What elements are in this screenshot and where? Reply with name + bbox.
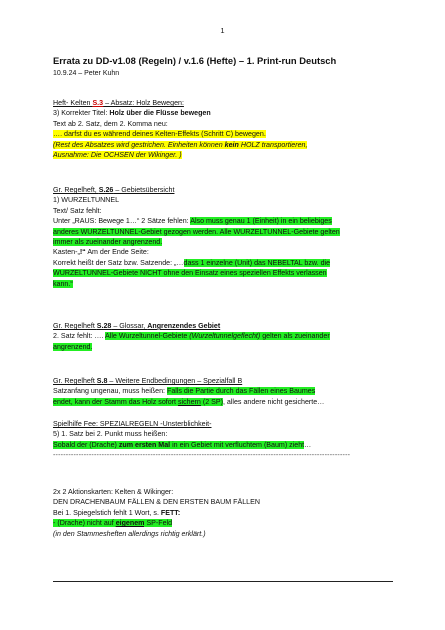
- highlighted-line: …. darfst du es während deines Kelten-Effekts (Schritt C) bewegen.: [53, 130, 266, 139]
- text-line: 5) 1. Satz bei 2. Punkt muss heißen:: [53, 430, 168, 439]
- highlighted-line: Sobald der (Drache) zum ersten Mal in ein Gebiet mit verfluchtem (Baum) zieht…: [53, 440, 312, 449]
- erratum-wurzeltunnel: [53, 185, 388, 289]
- text-line: Text/ Satz fehlt:: [53, 206, 102, 215]
- document-date-author: 10.9.24 – Peter Kuhn: [53, 70, 120, 77]
- highlighted-line: anderes WURZELTUNNEL-Gebiet gezogen werden. Alle WURZELTUNNEL-Gebiete gelten: [53, 227, 340, 236]
- text-line: 1) WURZELTUNNEL: [53, 196, 120, 205]
- section-heading: Heft- Kelten S.3 – Absatz: Holz Bewegen:: [53, 99, 184, 107]
- page-number: 1: [220, 26, 225, 35]
- correction-line: 3) Korrekter Titel: Holz über die Flüsse bewegen: [53, 109, 211, 118]
- document-title: Errata zu DD-v1.08 (Regeln) / v.1.6 (Hefte) – 1. Print-run Deutsch: [53, 55, 337, 66]
- erratum-spielhilfe-fee: [53, 419, 388, 461]
- dashed-separator: --------------------------------------------------------------------------------------------------------------------: [53, 451, 351, 460]
- highlighted-line: WURZELTUNNEL-Gebiete NICHT ohne den Einsatz eines speziellen Effekts verlassen: [53, 269, 327, 278]
- erratum-glossar: [53, 321, 388, 352]
- section-heading: Spielhilfe Fee: SPEZIALREGELN -Unsterblichkeit-: [53, 420, 212, 428]
- text-line: (in den Stammesheften allerdings richtig erklärt.): [53, 529, 206, 538]
- section-heading: Gr. Regelheft S.8 – Weitere Endbedingungen – Spezialfall B: [53, 377, 243, 385]
- highlighted-line: Satzanfang ungenau, muss heißen: Falls die Partie durch das Fällen eines Baumes: [53, 387, 316, 396]
- highlighted-line: kann.“: [53, 279, 73, 288]
- section-heading: Gr. Regelheft S.28 – Glossar, Angrenzendes Gebiet: [53, 322, 221, 330]
- section-heading: 2x 2 Aktionskarten: Kelten & Wikinger:: [53, 488, 174, 496]
- erratum-kelten-holz: [53, 98, 388, 160]
- footer-divider: [53, 581, 393, 582]
- text-line: Bei 1. Spiegelstich fehlt 1 Wort, s. FETT:: [53, 508, 181, 517]
- section-heading: Gr. Regelheft, S.26 – Gebietsübersicht: [53, 186, 175, 194]
- erratum-aktionskarten: [53, 487, 388, 539]
- highlighted-line: (Rest des Absatzes wird gestrichen. Einheiten können kein HOLZ transportieren,: [53, 140, 308, 149]
- text-line: DEN DRACHENBAUM FÄLLEN & DEN ERSTEN BAUM FÄLLEN: [53, 498, 260, 507]
- highlighted-line: Ausnahme: Die OCHSEN der Wikinger. ): [53, 151, 182, 160]
- highlighted-line: endet, kann der Stamm das Holz sofort sichern (2 SP), alles andere nicht gesicherte…: [53, 397, 325, 406]
- highlighted-line: angrenzend.: [53, 342, 93, 351]
- highlighted-line: Korrekt heißt der Satz bzw. Satzende: „…dass 1 einzelne (Unit) das NEBELTAL bzw. die: [53, 258, 331, 267]
- text-line: Kasten-„!“ Am der Ende Seite:: [53, 248, 149, 257]
- highlighted-line: immer als zueinander angrenzend.: [53, 238, 163, 247]
- erratum-endbedingungen: [53, 376, 388, 407]
- highlighted-line: - (Drache) nicht auf eigenem SP-Feld: [53, 519, 173, 528]
- highlighted-line: Unter „RAUS: Bewege 1…“ 2 Sätze fehlen: Also muss genau 1 (Einheit) in ein beliebiges: [53, 217, 332, 226]
- highlighted-line: 2. Satz fehlt: …. Alle Wurzeltunnel-Gebiete (Wurzeltunnelgeflecht) gelten als zueinander: [53, 332, 330, 341]
- text-line: Text ab 2. Satz, dem 2. Komma neu:: [53, 119, 168, 128]
